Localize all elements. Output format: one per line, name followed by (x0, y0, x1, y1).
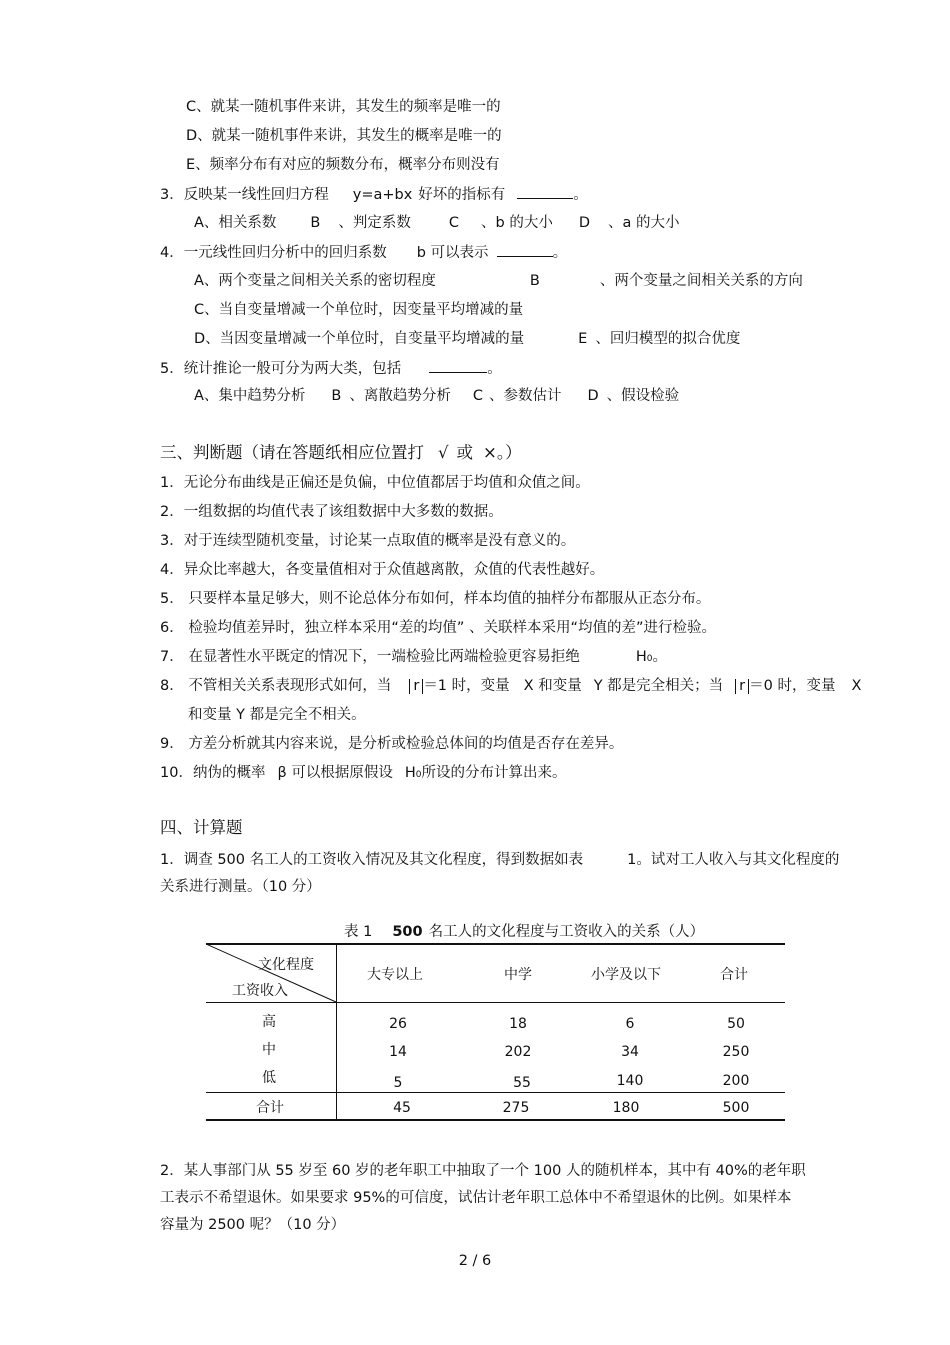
table-cell: 45 (393, 1100, 411, 1116)
page-number: 2 / 6 (458, 1253, 492, 1269)
table-cell: 275 (502, 1100, 530, 1116)
q3-options (194, 213, 680, 233)
q3-opt-d2: 、a 的大小 (608, 215, 680, 231)
table-cell: 140 (616, 1073, 644, 1089)
judge-item-6: 6． 检验均值差异时，独立样本采用“差的均值” 、关联样本采用“均值的差”进行检验。 (160, 620, 716, 636)
option-c: C、就某一随机事件来讲，其发生的频率是唯一的 (186, 99, 501, 115)
abs-r-2: r (735, 679, 749, 694)
judge-item-2: 2．一组数据的均值代表了该组数据中大多数的数据。 (160, 504, 503, 520)
h0-symbol: H (635, 649, 647, 665)
judge-item-5: 5． 只要样本量足够大，则不论总体分布如何，样本均值的抽样分布都服从正态分布。 (160, 591, 711, 607)
h0-subscript: 0 (646, 654, 653, 664)
q4-opt-e: E (578, 331, 588, 347)
abs-r-1: r (409, 679, 423, 694)
judge-item-7-text: 7． 在显著性水平既定的情况下，一端检验比两端检验更容易拒绝 (160, 649, 580, 665)
table-cell: 34 (621, 1044, 639, 1060)
q5-opt-b2: 、离散趋势分析 (349, 388, 451, 404)
q5-end: 。 (487, 361, 502, 377)
col-header-primary: 小学及以下 (591, 967, 661, 983)
or-text: 或 (456, 443, 474, 462)
row-label-low: 低 (262, 1070, 276, 1086)
calc-q2-line2: 工表示不希望退休。如果要求 95%的可信度，试估计老年职工总体中不希望退休的比例。如果样本 (160, 1190, 792, 1206)
check-mark: √ (438, 443, 449, 462)
q3-opt-c: C (448, 215, 459, 231)
q4-opt-b2: 、两个变量之间相关关系的方向 (599, 273, 803, 289)
row-label-mid: 中 (262, 1042, 276, 1058)
judge-item-8 (160, 676, 861, 696)
table-cell: 202 (504, 1044, 532, 1060)
section3-heading-text: 三、判断题（请在答题纸相应位置打 (160, 443, 424, 462)
table-total-rule (206, 1092, 785, 1093)
q4-stem2: b 可以表示 (416, 245, 489, 261)
option-d: D、就某一随机事件来讲，其发生的概率是唯一的 (186, 128, 502, 144)
calc-q2-line3: 容量为 2500 呢？（10 分） (160, 1217, 346, 1233)
table-caption-bold: 500 (392, 924, 423, 940)
judge-item-10-beta: β 可以根据原假设 (277, 765, 393, 781)
question-4 (160, 242, 567, 263)
row-label-total: 合计 (256, 1100, 284, 1116)
h0-symbol-2: H (404, 765, 416, 781)
judge-item-9: 9． 方差分析就其内容来说，是分析或检验总体间的均值是否存在差异。 (160, 736, 624, 752)
question-5 (160, 358, 502, 379)
q3-opt-b: B (310, 215, 321, 231)
section4-heading: 四、计算题 (160, 818, 243, 837)
q3-stem: 3．反映某一线性回归方程 (160, 187, 329, 203)
judge-item-8-c: ＝0 时，变量 (749, 678, 836, 694)
question-3 (160, 184, 588, 205)
option-e: E、频率分布有对应的频数分布，概率分布则没有 (186, 157, 500, 173)
table-bottom-rule (206, 1119, 785, 1121)
q4-end: 。 (552, 245, 568, 261)
judge-item-8-x: X 和变量 (523, 678, 582, 694)
q5-opt-b: B (331, 388, 342, 404)
q4-opt-e2: 、回归模型的拟合优度 (595, 331, 741, 347)
table-cell: 6 (625, 1016, 635, 1032)
cross-mark: ×。） (483, 443, 522, 462)
q3-opt-c2: 、b 的大小 (481, 215, 553, 231)
judge-item-10-text: 10．纳伪的概率 (160, 765, 266, 781)
judge-item-10 (160, 763, 566, 785)
table-cell: 250 (722, 1044, 750, 1060)
judge-item-8-y: Y 都是完全相关；当 (593, 678, 724, 694)
q4-options-ab (194, 271, 803, 291)
q5-opt-c2: 、参数估计 (489, 388, 562, 404)
col-header-college: 大专以上 (367, 967, 423, 983)
table-caption-rest: 名工人的文化程度与工资收入的关系（人） (428, 924, 705, 940)
h0-subscript-2: 0 (415, 770, 422, 780)
q4-options-de (194, 329, 740, 349)
q4-stem: 4．一元线性回归分析中的回归系数 (160, 245, 387, 261)
q3-formula: y=a+bx (352, 187, 413, 203)
judge-item-8-x2: X (851, 678, 862, 694)
q5-blank (429, 358, 487, 373)
section3-heading (160, 443, 522, 463)
judge-item-1: 1．无论分布曲线是正偏还是负偏，中位值都居于均值和众值之间。 (160, 475, 590, 491)
table-cell: 180 (612, 1100, 640, 1116)
q3-blank (517, 184, 573, 199)
judge-item-10-end: 所设的分布计算出来。 (421, 765, 567, 781)
judge-item-8-a: 8． 不管相关关系表现形式如何，当 (160, 678, 392, 694)
q4-opt-d: D、当因变量增减一个单位时，自变量平均增减的量 (194, 331, 525, 347)
q3-opt-d: D (578, 215, 590, 231)
calc-q1-line2: 关系进行测量。（10 分） (160, 879, 321, 895)
table-cell: 500 (722, 1100, 750, 1116)
judge-item-8-b: ＝1 时，变量 (423, 678, 510, 694)
table-caption-prefix: 表 1 (344, 924, 373, 940)
q3-stem2: 好坏的指标有 (418, 187, 506, 203)
q5-opt-c: C (472, 388, 483, 404)
table-cell: 5 (393, 1075, 403, 1091)
q5-opt-d2: 、假设检验 (606, 388, 680, 404)
calc-q1-line1-a: 1．调查 500 名工人的工资收入情况及其文化程度，得到数据如表 (160, 852, 584, 868)
judge-item-7-end: 。 (652, 649, 667, 665)
table-cell: 55 (513, 1075, 531, 1091)
table-cell: 14 (389, 1044, 407, 1060)
q5-stem: 5．统计推论一般可分为两大类，包括 (160, 361, 402, 377)
q4-opt-a: A、两个变量之间相关关系的密切程度 (194, 273, 436, 289)
calc-q2-line1: 2．某人事部门从 55 岁至 60 岁的老年职工中抽取了一个 100 人的随机样本，其中有 40%的老年职 (160, 1163, 806, 1179)
table-cell: 26 (389, 1016, 407, 1032)
calc-q1-line1 (160, 850, 839, 870)
calc-q1-line1-b: 1。试对工人收入与其文化程度的 (627, 852, 840, 868)
q3-opt-b2: 、判定系数 (338, 215, 411, 231)
q5-opt-a: A、集中趋势分析 (194, 388, 306, 404)
table-cell: 50 (727, 1016, 745, 1032)
row-label-high: 高 (262, 1014, 276, 1030)
judge-item-3: 3．对于连续型随机变量，讨论某一点取值的概率是没有意义的。 (160, 533, 576, 549)
table-cell: 18 (509, 1016, 527, 1032)
col-header-middle: 中学 (504, 967, 532, 983)
table-caption (344, 922, 704, 942)
q3-opt-a: A、相关系数 (194, 215, 277, 231)
q5-options (194, 386, 679, 406)
q5-opt-d: D (587, 388, 599, 404)
col-header-total: 合计 (720, 967, 748, 983)
corner-top-label: 文化程度 (258, 957, 314, 973)
q4-opt-c: C、当自变量增减一个单位时，因变量平均增减的量 (194, 302, 524, 318)
judge-item-8-line2: 和变量 Y 都是完全不相关。 (188, 707, 366, 723)
q4-opt-b: B (529, 273, 540, 289)
judge-item-7 (160, 647, 667, 669)
q4-blank (497, 242, 553, 257)
q3-end: 。 (573, 187, 588, 203)
corner-bottom-label: 工资收入 (232, 983, 288, 999)
table-cell: 200 (722, 1073, 750, 1089)
judge-item-4: 4．异众比率越大，各变量值相对于众值越离散，众值的代表性越好。 (160, 562, 605, 578)
